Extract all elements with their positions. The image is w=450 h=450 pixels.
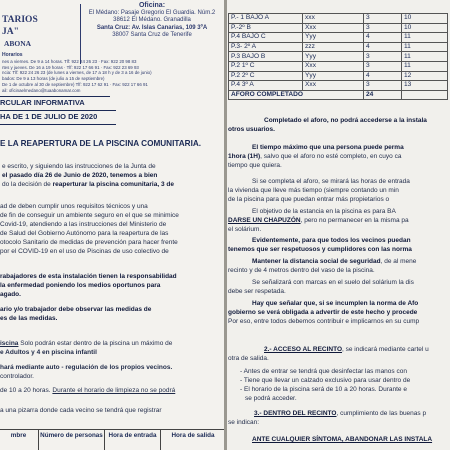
table-cell: 11: [402, 52, 448, 62]
table-row: [229, 61, 448, 71]
capacity-full-paragraph: Completado el aforo, no podrá accederse a la instala otros usuarios.: [228, 117, 427, 133]
table-cell: Yyy: [303, 52, 364, 62]
table-cell: 4: [364, 42, 402, 52]
table-row: [229, 81, 448, 91]
schedule-line: de 10 a 20 horas. Durante el horario de limpieza no se podrá: [0, 387, 176, 394]
document-title: E LA REAPERTURA DE LA PISCINA COMUNITARIA.: [0, 139, 202, 148]
header-entry: Hora de entrada: [105, 430, 161, 450]
access-rules-list: - Antes de entrar se tendrá que desinfectar las manos con - Tiene que llevar un calzado exclusivo para usar dentro de - El horario de la piscina será de 10 a 20 horas. Durante e se podrá acceder.: [228, 368, 449, 404]
distance-paragraph: Mantener la distancia social de seguridad, de al mene recinto y de 4 metros dentro del vaso de la piscina.: [228, 258, 417, 274]
regulation-line: hará mediante auto - regulación de los propios vecinos.: [0, 364, 173, 371]
letterhead-name: TARIOS JA" ABONA: [2, 15, 38, 48]
table-cell: 10: [402, 14, 448, 24]
right-page: [227, 0, 450, 450]
table-cell: Xxx: [303, 23, 364, 33]
table-cell: 3: [364, 23, 402, 33]
table-cell: 11: [402, 33, 448, 43]
table-row: [229, 23, 448, 33]
office-address: Oficina: El Médano: Pasaje Gregorio El Guardia. Núm.2 38612 El Médano. Granadilla Santa Cruz: Av. Islas Canarias, 109 3ºA 38007 Santa Cruz de Tenerife: [88, 2, 216, 39]
table-row: [229, 14, 448, 24]
table-cell: zzz: [303, 42, 364, 52]
table-cell: P.2 2º C: [229, 71, 303, 81]
table-cell: 3: [364, 14, 402, 24]
requirements-paragraph: ad de deben cumplir unos requisitos técnicos y una de fin de conseguir un ambiente seguro en el que se minimice Covid-19, atendiendo a las instrucciones del Ministerio de de Salud del Gobierno Autónomo para la reapertura de las otocolo Sanitario de medidas de prevención para hacer frente por el COVID-19 en el uso de Piscinas de uso colectivo de: [0, 203, 179, 255]
total-label: AFORO COMPLETADO: [229, 90, 364, 100]
left-page: [0, 0, 224, 450]
list-item: - Antes de entrar se tendrá que desinfectar las manos con: [240, 368, 407, 375]
table-cell: xxx: [303, 14, 364, 24]
table-row: [229, 42, 448, 52]
circular-heading: RCULAR INFORMATIVA HA DE 1 DE JULIO DE 2020: [0, 96, 118, 125]
list-item: - El horario de la piscina será de 10 a 20 horas. Durante e: [240, 385, 407, 393]
inside-section: 3.- DENTRO DEL RECINTO, cumplimiento de las buenas p se indican:: [228, 410, 427, 426]
controller-line: controlador.: [0, 373, 34, 380]
table-cell: 3: [364, 52, 402, 62]
table-cell: 11: [402, 61, 448, 71]
header-name: mbre: [0, 430, 39, 450]
access-section: 2.- ACCESO AL RECINTO, se indicará mediante cartel u otra de salida.: [228, 346, 429, 362]
table-cell: Xxx: [303, 81, 364, 91]
purpose-paragraph: El objetivo de la estancia en la piscina es para BA DARSE UN CHAPUZÓN, pero no permanecer en la misma pa el solárium.: [228, 208, 409, 233]
markings-paragraph: Se señalizará con marcas en el suelo del solárium la dis debe ser respetada.: [228, 279, 414, 295]
table-cell: P.2 1º C: [229, 61, 303, 71]
capacity-section: iscina Solo podrán estar dentro de la piscina un máximo de e Adultos y 4 en piscina infantil: [0, 340, 173, 356]
table-cell: 4: [364, 71, 402, 81]
total-value: 24: [364, 90, 402, 100]
symptom-warning: ANTE CUALQUIER SÍNTOMA, ABANDONAR LAS INSTALA: [252, 436, 433, 443]
table-cell: Xxx: [303, 61, 364, 71]
table-cell: P.3 BAJO B: [229, 52, 303, 62]
table-cell: P.-2º B: [229, 23, 303, 33]
workers-paragraph: rabajadores de esta instalación tienen la responsabilidad la enfermedad poniendo los medios oportunos para agado.: [0, 273, 177, 298]
table-cell: 10: [402, 23, 448, 33]
table-row: [229, 52, 448, 62]
total-row: [229, 90, 448, 100]
table-cell: P.4 3º A: [229, 81, 303, 91]
table-cell: 3: [364, 81, 402, 91]
table-cell: P.- 1 BAJO A: [229, 14, 303, 24]
table-row: [229, 33, 448, 43]
table-cell: Yyy: [303, 71, 364, 81]
users-paragraph: ario y/o trabajador debe observar las medidas de es de las medidas.: [0, 306, 152, 322]
table-cell: 11: [402, 42, 448, 52]
max-time-paragraph: El tiempo máximo que una persona puede perma 1hora (1H), salvo que el aforo no esté completo, en cuyo ca tiempo que quiera.: [228, 144, 404, 169]
register-table: [0, 429, 224, 450]
list-item: - Tiene que llevar un calzado exclusivo para usar dentro de: [240, 376, 411, 384]
table-cell: Yyy: [303, 33, 364, 43]
table-cell: P.3- 2º A: [229, 42, 303, 52]
office-hours: Horarios nes a viernes. De 9 a 14 horas. Tlf: 922 24 26 23 · Fax: 922 20 98 83 rtes y jueves. De 16 a 19 horas · Tlf: 922 17 66 91 · Fax: 922 23 69 93 ncia: Tlf: 922 24 26 23 (de lunes a viernes, de 17 a 18 h y de 3 a 16 de junio) bados: De 9 a 13 horas (de julio a 15 de septiembre) De 1 de octubre al 30 de septiembre) Tlf: 922 17 62 91 · Fax: 922 17 66 91 ail: oficinaelmedano@tuaabonamar.com: [2, 52, 152, 93]
register-line: a una pizarra donde cada vecino se tendrá que registrar: [0, 407, 162, 414]
header-persons: Número de personas: [39, 430, 105, 450]
table-cell: P.4 BAJO C: [229, 33, 303, 43]
header-exit: Hora de salida: [161, 430, 225, 450]
table-cell: 3: [364, 61, 402, 71]
table-cell: 12: [402, 71, 448, 81]
table-row: [229, 71, 448, 81]
table-cell: 4: [364, 33, 402, 43]
table-cell: 13: [402, 81, 448, 91]
attendance-table: [228, 13, 448, 100]
noncompliance-paragraph: Hay que señalar que, si se incumplen la norma de Afo gobierno se verá obligada a advertir de este hecho y procede Por eso, entre todos debemos contribuir e implicarnos en su cump: [228, 300, 420, 325]
respect-paragraph: Evidentemente, para que todos los vecinos puedan tenemos que ser respetuosos y cumplidores con las norma: [228, 237, 412, 253]
full-capacity-rule: Si se completa el aforo, se mirará las horas de entrada la vivienda que lleve más tiempo (siempre contando un min de la piscina para que puedan entrar más propietarios o: [228, 178, 410, 203]
intro-paragraph: e escrito, y siguiendo las instrucciones de la Junta de el pasado día 26 de Junio de 2020, tenemos a bien do la decisión de reaperturar la piscina comunitaria, 3 de: [2, 163, 174, 188]
